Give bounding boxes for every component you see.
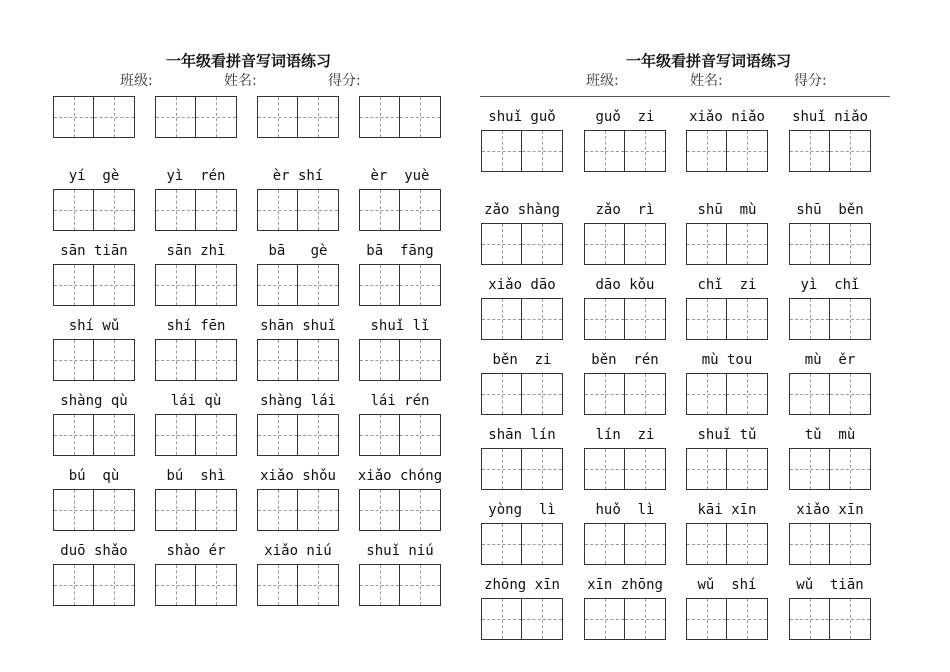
character-cell	[298, 97, 338, 137]
writing-box	[257, 414, 339, 456]
pinyin-prompt: tǔ mù	[804, 427, 856, 443]
character-cell	[54, 565, 94, 605]
pinyin-prompt: wǔ tiān	[796, 577, 864, 593]
left-title: 一年级看拼音写词语练习	[166, 52, 332, 70]
pinyin-prompt: yì chǐ	[800, 277, 860, 293]
character-cell	[258, 415, 298, 455]
writing-box	[789, 223, 871, 265]
character-cell	[298, 190, 338, 230]
character-cell	[625, 524, 665, 564]
pinyin-prompt: lái rén	[370, 393, 430, 409]
pinyin-prompt: bā gè	[268, 243, 328, 259]
character-cell	[830, 449, 870, 489]
character-cell	[790, 599, 830, 639]
pinyin-prompt: shuǐ niǎo	[792, 109, 868, 125]
writing-box	[155, 264, 237, 306]
character-cell	[400, 265, 440, 305]
character-cell	[727, 449, 767, 489]
character-cell	[482, 449, 522, 489]
character-cell	[830, 374, 870, 414]
right-title: 一年级看拼音写词语练习	[626, 52, 792, 70]
writing-box	[686, 598, 768, 640]
pinyin-prompt: wǔ shí	[697, 577, 757, 593]
writing-box	[257, 264, 339, 306]
writing-box	[481, 523, 563, 565]
character-cell	[54, 340, 94, 380]
pinyin-prompt: mù tou	[701, 352, 753, 368]
character-cell	[625, 599, 665, 639]
writing-box	[481, 598, 563, 640]
character-cell	[196, 265, 236, 305]
right-name-label: 姓名:	[690, 73, 723, 89]
pinyin-prompt: zǎo shàng	[484, 202, 560, 218]
writing-box	[359, 96, 441, 138]
pinyin-prompt: lín zi	[595, 427, 655, 443]
character-cell	[482, 599, 522, 639]
pinyin-prompt: kāi xīn	[697, 502, 757, 518]
pinyin-prompt: shuǐ lǐ	[370, 318, 430, 334]
character-cell	[258, 565, 298, 605]
pinyin-prompt: shí wǔ	[68, 318, 120, 334]
character-cell	[258, 265, 298, 305]
character-cell	[360, 265, 400, 305]
character-cell	[196, 490, 236, 530]
character-cell	[585, 524, 625, 564]
character-cell	[727, 599, 767, 639]
writing-box	[155, 489, 237, 531]
pinyin-prompt: shàng qù	[60, 393, 128, 409]
character-cell	[400, 490, 440, 530]
character-cell	[156, 565, 196, 605]
pinyin-prompt: shuǐ guǒ	[488, 109, 556, 125]
writing-box	[789, 448, 871, 490]
writing-box	[686, 223, 768, 265]
pinyin-prompt: sān zhī	[166, 243, 226, 259]
writing-box	[686, 373, 768, 415]
writing-box	[584, 373, 666, 415]
character-cell	[585, 224, 625, 264]
character-cell	[156, 490, 196, 530]
writing-box	[359, 339, 441, 381]
writing-box	[53, 339, 135, 381]
left-class-label: 班级:	[120, 73, 153, 89]
character-cell	[522, 599, 562, 639]
character-cell	[790, 449, 830, 489]
character-cell	[482, 299, 522, 339]
character-cell	[687, 449, 727, 489]
character-cell	[522, 449, 562, 489]
character-cell	[625, 131, 665, 171]
pinyin-prompt: xiǎo xīn	[796, 502, 864, 518]
writing-box	[53, 564, 135, 606]
character-cell	[258, 190, 298, 230]
writing-box	[686, 523, 768, 565]
character-cell	[360, 415, 400, 455]
writing-box	[155, 189, 237, 231]
writing-box	[257, 339, 339, 381]
writing-box	[789, 523, 871, 565]
character-cell	[196, 97, 236, 137]
character-cell	[585, 299, 625, 339]
character-cell	[790, 524, 830, 564]
pinyin-prompt: zhōng xīn	[484, 577, 560, 593]
character-cell	[156, 340, 196, 380]
pinyin-prompt: shān lín	[488, 427, 556, 443]
character-cell	[625, 449, 665, 489]
character-cell	[625, 299, 665, 339]
pinyin-prompt: shū mù	[697, 202, 757, 218]
right-class-label: 班级:	[586, 73, 619, 89]
writing-box	[155, 96, 237, 138]
character-cell	[585, 131, 625, 171]
character-cell	[298, 565, 338, 605]
character-cell	[54, 415, 94, 455]
character-cell	[790, 131, 830, 171]
character-cell	[830, 131, 870, 171]
character-cell	[54, 490, 94, 530]
writing-box	[53, 489, 135, 531]
character-cell	[482, 224, 522, 264]
right-score-label: 得分:	[794, 73, 827, 89]
character-cell	[625, 224, 665, 264]
writing-box	[53, 189, 135, 231]
character-cell	[196, 565, 236, 605]
writing-box	[359, 489, 441, 531]
writing-box	[53, 264, 135, 306]
pinyin-prompt: yì rén	[166, 168, 226, 184]
character-cell	[727, 224, 767, 264]
character-cell	[258, 97, 298, 137]
writing-box	[53, 96, 135, 138]
pinyin-prompt: xiǎo niú	[264, 543, 332, 559]
character-cell	[727, 374, 767, 414]
left-name-label: 姓名:	[224, 73, 257, 89]
writing-box	[789, 598, 871, 640]
character-cell	[790, 299, 830, 339]
character-cell	[156, 190, 196, 230]
writing-box	[789, 298, 871, 340]
writing-box	[257, 96, 339, 138]
character-cell	[258, 340, 298, 380]
character-cell	[360, 490, 400, 530]
character-cell	[196, 340, 236, 380]
pinyin-prompt: sān tiān	[60, 243, 128, 259]
writing-box	[481, 223, 563, 265]
character-cell	[360, 97, 400, 137]
character-cell	[687, 299, 727, 339]
character-cell	[687, 524, 727, 564]
character-cell	[400, 415, 440, 455]
character-cell	[54, 190, 94, 230]
writing-box	[155, 414, 237, 456]
writing-box	[481, 130, 563, 172]
pinyin-prompt: dāo kǒu	[595, 277, 655, 293]
pinyin-prompt: duō shǎo	[60, 543, 128, 559]
character-cell	[830, 524, 870, 564]
pinyin-prompt: bā fāng	[366, 243, 434, 259]
character-cell	[196, 415, 236, 455]
character-cell	[156, 97, 196, 137]
character-cell	[482, 524, 522, 564]
writing-box	[481, 298, 563, 340]
character-cell	[94, 565, 134, 605]
pinyin-prompt: xiǎo chóng	[357, 468, 443, 484]
pinyin-prompt: shuǐ niú	[366, 543, 434, 559]
pinyin-prompt: běn zi	[492, 352, 552, 368]
writing-box	[584, 130, 666, 172]
pinyin-prompt: xiǎo shǒu	[260, 468, 336, 484]
writing-box	[257, 189, 339, 231]
pinyin-prompt: èr shí	[272, 168, 324, 184]
character-cell	[54, 97, 94, 137]
character-cell	[94, 415, 134, 455]
character-cell	[830, 299, 870, 339]
writing-box	[686, 448, 768, 490]
character-cell	[156, 415, 196, 455]
writing-box	[257, 564, 339, 606]
character-cell	[94, 97, 134, 137]
writing-box	[584, 448, 666, 490]
pinyin-prompt: xiǎo niǎo	[689, 109, 765, 125]
writing-box	[584, 223, 666, 265]
pinyin-prompt: bú qù	[68, 468, 120, 484]
writing-box	[359, 264, 441, 306]
character-cell	[830, 599, 870, 639]
left-score-label: 得分:	[328, 73, 361, 89]
writing-box	[359, 414, 441, 456]
character-cell	[585, 599, 625, 639]
pinyin-prompt: shān shuǐ	[260, 318, 336, 334]
pinyin-prompt: lái qù	[170, 393, 222, 409]
character-cell	[156, 265, 196, 305]
character-cell	[790, 224, 830, 264]
character-cell	[687, 131, 727, 171]
writing-box	[584, 523, 666, 565]
writing-box	[155, 564, 237, 606]
character-cell	[94, 490, 134, 530]
character-cell	[482, 374, 522, 414]
pinyin-prompt: zǎo rì	[595, 202, 655, 218]
pinyin-prompt: chǐ zi	[697, 277, 757, 293]
character-cell	[687, 224, 727, 264]
pinyin-prompt: běn rén	[591, 352, 659, 368]
writing-box	[584, 598, 666, 640]
character-cell	[790, 374, 830, 414]
writing-box	[155, 339, 237, 381]
writing-box	[481, 448, 563, 490]
writing-box	[686, 298, 768, 340]
writing-box	[686, 130, 768, 172]
character-cell	[727, 299, 767, 339]
character-cell	[94, 265, 134, 305]
character-cell	[298, 265, 338, 305]
character-cell	[298, 340, 338, 380]
writing-box	[53, 414, 135, 456]
character-cell	[400, 190, 440, 230]
pinyin-prompt: mù ěr	[804, 352, 856, 368]
character-cell	[258, 490, 298, 530]
character-cell	[400, 340, 440, 380]
character-cell	[522, 524, 562, 564]
pinyin-prompt: èr yuè	[370, 168, 430, 184]
pinyin-prompt: shào ér	[166, 543, 226, 559]
character-cell	[298, 490, 338, 530]
character-cell	[625, 374, 665, 414]
pinyin-prompt: bú shì	[166, 468, 226, 484]
character-cell	[727, 524, 767, 564]
character-cell	[360, 190, 400, 230]
character-cell	[400, 97, 440, 137]
character-cell	[94, 340, 134, 380]
pinyin-prompt: shí fēn	[166, 318, 226, 334]
pinyin-prompt: xīn zhōng	[587, 577, 663, 593]
character-cell	[687, 599, 727, 639]
pinyin-prompt: shū běn	[796, 202, 864, 218]
character-cell	[522, 224, 562, 264]
character-cell	[482, 131, 522, 171]
character-cell	[585, 374, 625, 414]
character-cell	[687, 374, 727, 414]
character-cell	[400, 565, 440, 605]
pinyin-prompt: yí gè	[68, 168, 120, 184]
character-cell	[727, 131, 767, 171]
character-cell	[94, 190, 134, 230]
writing-box	[789, 130, 871, 172]
writing-box	[789, 373, 871, 415]
writing-box	[359, 564, 441, 606]
character-cell	[54, 265, 94, 305]
writing-box	[584, 298, 666, 340]
character-cell	[585, 449, 625, 489]
pinyin-prompt: guǒ zi	[595, 109, 655, 125]
character-cell	[830, 224, 870, 264]
header-divider	[480, 96, 890, 97]
pinyin-prompt: xiǎo dāo	[488, 277, 556, 293]
pinyin-prompt: shuǐ tǔ	[697, 427, 757, 443]
writing-box	[481, 373, 563, 415]
character-cell	[360, 565, 400, 605]
writing-box	[257, 489, 339, 531]
pinyin-prompt: yòng lì	[488, 502, 556, 518]
character-cell	[522, 299, 562, 339]
character-cell	[522, 374, 562, 414]
character-cell	[360, 340, 400, 380]
character-cell	[298, 415, 338, 455]
character-cell	[522, 131, 562, 171]
writing-box	[359, 189, 441, 231]
pinyin-prompt: huǒ lì	[595, 502, 655, 518]
pinyin-prompt: shàng lái	[260, 393, 336, 409]
character-cell	[196, 190, 236, 230]
